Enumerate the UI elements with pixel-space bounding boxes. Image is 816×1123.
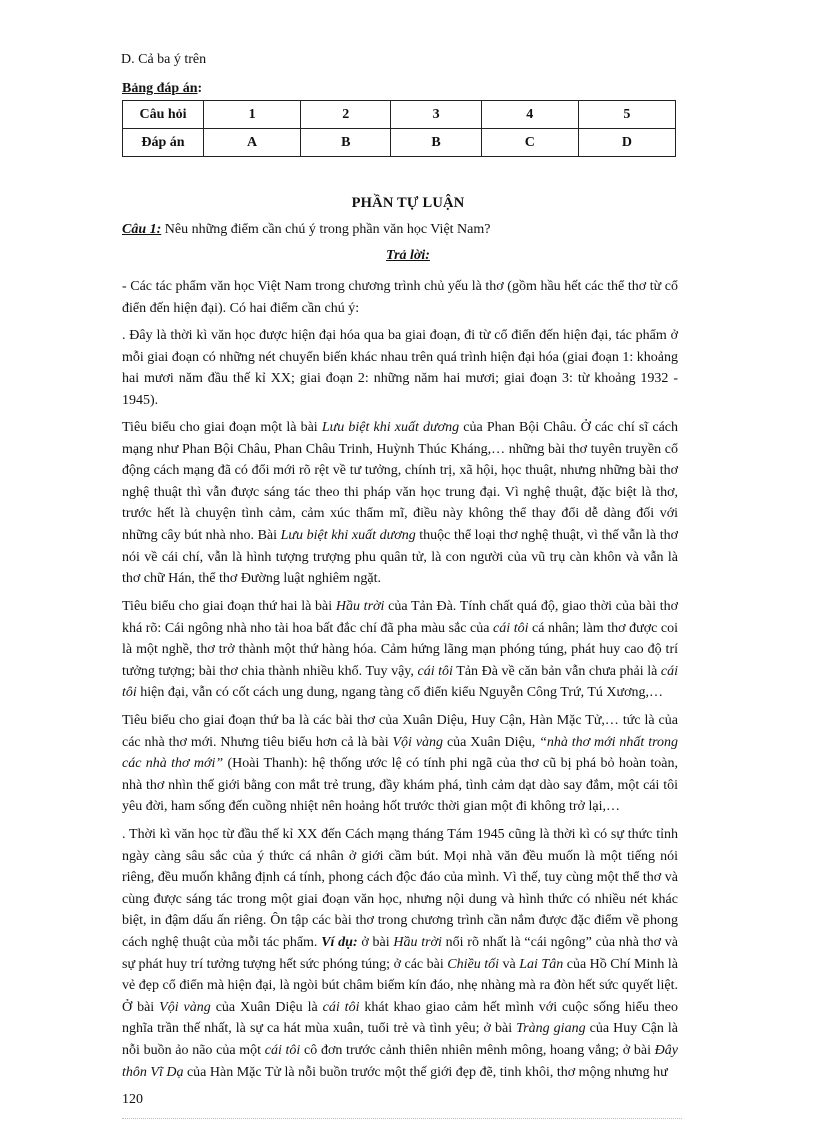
text-run: nổi rõ nhất là “cái ngông” của nhà thơ và sự phát huy trí tưởng tượng hết sức phóng túng; ở các bài <box>122 934 679 972</box>
work-title: Đây thôn Vĩ Dạ <box>122 1042 678 1080</box>
option-d: D. Cả ba ý trên <box>121 52 207 67</box>
text-run: cô đơn trước cảnh thiên nhiên mênh mông, hoang vắng; ở bài <box>300 1042 655 1058</box>
text-run: khát khao giao cảm hết mình với cuộc sống hiểu theo nghĩa trần thế nhất, là sự ca hát mùa xuân, tuổi trẻ và tình yêu; ở bài <box>122 999 679 1037</box>
text-run: thuộc thể loại thơ nghệ thuật, vì thế vẫn là thơ nói về cái chí, vẫn là hình tượng trượng phu quân tử, là con người của vũ trụ càn khôn và vẫn là thơ chữ Hán, thể thơ Đường luật nghiêm ngặt. <box>122 527 678 587</box>
emphasis: cái tôi <box>417 663 453 679</box>
work-title: Vội vàng <box>159 999 211 1015</box>
paragraph: . Đây là thời kì văn học được hiện đại hóa qua ba giai đoạn, đi từ cổ điển đến hiện đại, tác phẩm ở mỗi giai đoạn có những nét chuyển biến khác nhau trên quá trình hiện đại hóa (giai đoạn 1: khoảng hai mươi năm đầu thế kỉ XX; giai đoạn 2: những năm hai mươi; giai đoạn 3: từ khoảng 1932 - 1945). <box>122 328 678 408</box>
text-run: của Huy Cận là nỗi buồn ảo não của một <box>122 1021 678 1058</box>
work-title: Hầu trời <box>393 934 442 950</box>
table-cell: Đáp án <box>123 129 204 157</box>
table-row <box>123 101 676 129</box>
paragraph <box>122 596 678 704</box>
answer-key-label <box>122 81 202 97</box>
work-title: Vội vàng <box>392 734 444 750</box>
text-run: của Xuân Diệu, <box>443 734 540 750</box>
text-run: của Tản Đà. Tính chất quá độ, giao thời của bài thơ khá rõ: Cái ngông nhà nho tài hoa bất đắc chí đã pha màu sắc của <box>122 599 678 636</box>
emphasis: cái tôi <box>122 663 678 701</box>
table-cell: C <box>481 129 578 157</box>
answer-label: Trả lời: <box>386 248 430 263</box>
text-run: Tản Đà về căn bản vẫn chưa phải là <box>452 663 661 679</box>
example-label: Ví dụ: <box>321 934 358 950</box>
table-cell: 2 <box>301 101 391 129</box>
table-cell: 1 <box>204 101 301 129</box>
text-run: và <box>499 956 520 972</box>
emphasis: cái tôi <box>264 1042 301 1058</box>
text-run: cá nhân; làm thơ được coi là một nghề, thơ trở thành một thứ hàng hóa. Cảm hứng lãng mạn phóng túng, phát huy cao độ trí tưởng tượng; bài thơ chia thành nhiều khổ. Tuy vậy, <box>122 620 678 679</box>
work-title: Lưu biệt khi xuất dương <box>321 420 460 435</box>
table-row <box>123 129 676 157</box>
paragraph <box>122 710 678 818</box>
table-cell: A <box>204 129 301 157</box>
table-cell: Câu hỏi <box>123 101 204 129</box>
text-run: Tiêu biểu cho giai đoạn thứ ba là các bài thơ của Xuân Diệu, Huy Cận, Hàn Mặc Tử,… tức là của các nhà thơ mới. Nhưng tiêu biểu hơn cả là bài <box>122 713 678 750</box>
page-number: 120 <box>122 1092 143 1107</box>
paragraph: - Các tác phẩm văn học Việt Nam trong chương trình chủ yếu là thơ (gồm hầu hết các thể thơ từ cổ điển đến hiện đại). Có hai điểm cần chú ý: <box>122 279 678 316</box>
text-run: ở bài <box>357 934 394 950</box>
work-title: Lưu biệt khi xuất dương <box>280 527 416 543</box>
question-text: Nêu những điểm cần chú ý trong phần văn học Việt Nam? <box>161 222 491 237</box>
work-title: Lai Tân <box>519 956 564 972</box>
quote: “nhà thơ mới nhất trong các nhà thơ mới” <box>122 734 679 772</box>
answer-key-label-colon: : <box>197 81 203 96</box>
text-run: của Hàn Mặc Tử là nỗi buồn trước một thế giới đẹp đẽ, tinh khôi, thơ mộng nhưng hư <box>183 1064 668 1080</box>
work-title: Hầu trời <box>335 599 385 614</box>
text-run: hiện đại, vẫn có cốt cách ung dung, ngang tàng cổ điển kiểu Nguyễn Công Trứ, Tú Xương,… <box>136 685 664 701</box>
table-cell: 4 <box>481 101 578 129</box>
paragraph <box>122 824 678 1083</box>
table-cell: B <box>391 129 481 157</box>
text-run: của Phan Bội Châu. Ở các chí sĩ cách mạng như Phan Bội Châu, Phan Châu Trinh, Huỳnh Thúc Kháng,… những bài thơ tuyên truyền cổ động cách mạng đã có đổi mới rõ rệt về tư tưởng, chính trị, xã hội, học thuật, nhưng những bài thơ nghệ thuật thì vẫn được sáng tác theo thi pháp văn học trung đại. Vì nghệ thuật, đặc biệt là thơ, trước hết là chuyện tình cảm, cảm xúc thẩm mĩ, điều này không thể thay đổi dễ dàng đối với những cây bút nhà nho. Bài <box>122 420 678 543</box>
table-cell: 5 <box>578 101 675 129</box>
paragraph <box>122 417 678 590</box>
answer-key-table <box>122 100 676 157</box>
text-run: . Thời kì văn học từ đầu thế kỉ XX đến Cách mạng tháng Tám 1945 cũng là thời kì có sự thức tỉnh ngày càng sâu sắc của ý thức cá nhân ở giới cầm bút. Mọi nhà văn đều muốn là một tiếng nói riêng, đều muốn khẳng định cá tính, phong cách độc đáo của mình. Vì thế, tuy cùng một thể thơ và cùng được sáng tác trong một giai đoạn văn học, nhưng nội dung và hình thức có nhiều nét khác biệt, in đậm dấu ấn riêng. Ôn tập các bài thơ trong chương trình cần nắm được đặc điểm về phong cách nghệ thuật của mỗi tác phẩm. <box>122 827 678 950</box>
text-run: của Xuân Diệu là <box>210 999 323 1015</box>
footer-divider <box>122 1118 682 1119</box>
text-run: Tiêu biểu cho giai đoạn thứ hai là bài <box>122 599 336 614</box>
work-title: Chiều tối <box>447 956 499 972</box>
question-label: Câu 1: <box>122 222 162 237</box>
emphasis: cái tôi <box>322 999 360 1015</box>
table-cell: D <box>578 129 675 157</box>
emphasis: cái tôi <box>493 620 529 636</box>
work-title: Tràng giang <box>516 1021 586 1037</box>
text-run: (Hoài Thanh): hệ thống ước lệ có tính phi ngã của thơ cũ bị phá bỏ hoàn toàn, nhà thơ nhìn thế giới bằng con mắt trẻ trung, đầy khám phá, tình cảm dạt dào say đắm, một cái tôi yêu đời, ham sống đến cuồng nhiệt nên hoảng hốt trước thời gian một đi không trở lại,… <box>122 756 678 815</box>
section-title: PHẦN TỰ LUẬN <box>351 195 465 211</box>
question-1 <box>122 222 490 238</box>
answer-key-label-text: Bảng đáp án <box>122 81 198 96</box>
text-run: của Hồ Chí Minh là vẻ đẹp cổ điển mà hiện đại, là ngòi bút châm biếm kín đáo, nhẹ nhàng mà ra đòn hết sức quyết liệt. Ở bài <box>122 956 678 1015</box>
table-cell: 3 <box>391 101 481 129</box>
text-run: Tiêu biểu cho giai đoạn một là bài <box>122 420 322 435</box>
table-cell: B <box>301 129 391 157</box>
